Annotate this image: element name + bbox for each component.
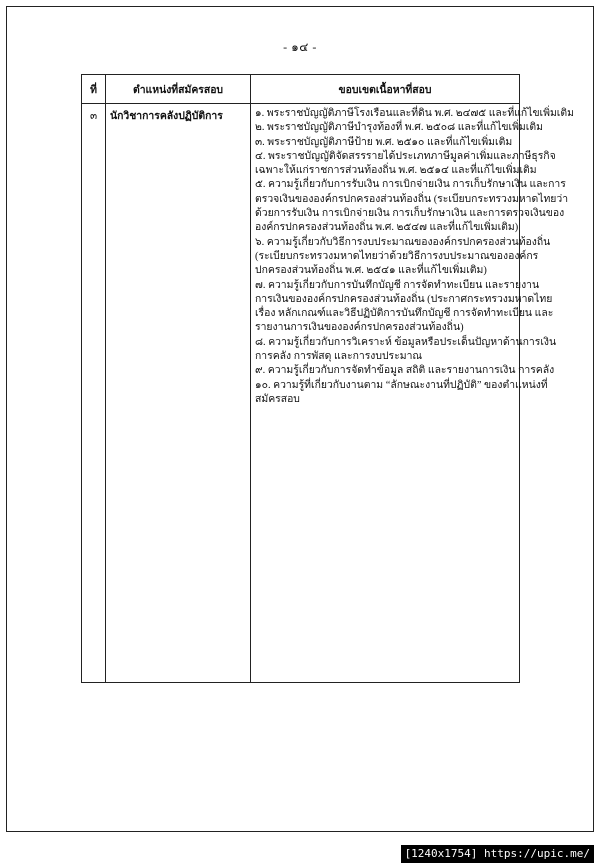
header-position: ตำแหน่งที่สมัครสอบ bbox=[106, 75, 251, 104]
scope-line: ๕. ความรู้เกี่ยวกับการรับเงิน การเบิกจ่ายเงิน การเก็บรักษาเงิน และการ bbox=[255, 179, 566, 191]
scope-line: ๗. ความรู้เกี่ยวกับการบันทึกบัญชี การจัดทำทะเบียน และรายงาน bbox=[255, 279, 540, 291]
scope-cell bbox=[251, 104, 574, 683]
table-row bbox=[82, 104, 520, 683]
scope-line: ๖. ความรู้เกี่ยวกับวิธีการงบประมาณขององค์กรปกครองส่วนท้องถิ่น bbox=[255, 236, 551, 248]
scope-line: ๘. ความรู้เกี่ยวกับการวิเคราะห์ ข้อมูลหรือประเด็นปัญหาด้านการเงิน bbox=[255, 336, 557, 348]
page-number: - ๑๔ - bbox=[283, 40, 317, 54]
exam-scope-table bbox=[81, 74, 574, 683]
scope-line: องค์กรปกครองส่วนท้องถิ่น พ.ศ. ๒๕๔๗ และที่แก้ไขเพิ่มเติม) bbox=[255, 222, 519, 234]
scope-line: ๒. พระราชบัญญัติภาษีบำรุงท้องที่ พ.ศ. ๒๕๐๘ และที่แก้ไขเพิ่มเติม bbox=[255, 122, 543, 134]
scope-line: ๓. พระราชบัญญัติภาษีป้าย พ.ศ. ๒๕๑๐ และที่แก้ไขเพิ่มเติม bbox=[255, 136, 513, 148]
row-number: ๓ bbox=[82, 104, 106, 683]
header-no: ที่ bbox=[82, 75, 106, 104]
header-scope: ขอบเขตเนื้อหาที่สอบ bbox=[251, 75, 520, 104]
scope-line: รายงานการเงินขององค์กรปกครองส่วนท้องถิ่น) bbox=[255, 322, 464, 334]
scope-line: ด้วยการรับเงิน การเบิกจ่ายเงิน การเก็บรักษาเงิน และการตรวจเงินของ bbox=[255, 208, 565, 220]
position-name: นักวิชาการคลังปฏิบัติการ bbox=[106, 104, 251, 683]
scope-line: ๔. พระราชบัญญัติจัดสรรรายได้ประเภทภาษีมูลค่าเพิ่มและภาษีธุรกิจ bbox=[255, 150, 556, 162]
scope-line: เรื่อง หลักเกณฑ์และวิธีปฏิบัติการบันทึกบัญชี การจัดทำทะเบียน และ bbox=[255, 308, 554, 320]
scope-line: ปกครองส่วนท้องถิ่น พ.ศ. ๒๕๔๑ และที่แก้ไขเพิ่มเติม) bbox=[255, 265, 487, 277]
image-host-caption: [1240x1754] https://upic.me/ bbox=[401, 845, 594, 863]
table-header-row bbox=[82, 75, 520, 104]
scope-line: ๑๐. ความรู้ที่เกี่ยวกับงานตาม “ลักษณะงานที่ปฏิบัติ” ของตำแหน่งที่ bbox=[255, 379, 548, 391]
scope-line: สมัครสอบ bbox=[255, 393, 300, 405]
scope-line: ๑. พระราชบัญญัติภาษีโรงเรือนและที่ดิน พ.ศ. ๒๔๗๕ และที่แก้ไขเพิ่มเติม bbox=[255, 108, 574, 119]
scope-line: การเงินขององค์กรปกครองส่วนท้องถิ่น (ประกาศกระทรวงมหาดไทย bbox=[255, 293, 553, 305]
scope-line: ตรวจเงินขององค์กรปกครองส่วนท้องถิ่น (ระเบียบกระทรวงมหาดไทยว่า bbox=[255, 193, 569, 205]
scope-line: การคลัง การพัสดุ และการงบประมาณ bbox=[255, 351, 423, 363]
scope-line: ๙. ความรู้เกี่ยวกับการจัดทำข้อมูล สถิติ และรายงานการเงิน การคลัง bbox=[255, 365, 555, 377]
scope-line: (ระเบียบกระทรวงมหาดไทยว่าด้วยวิธีการงบประมาณขององค์กร bbox=[255, 250, 539, 262]
scope-line: เฉพาะให้แก่ราชการส่วนท้องถิ่น พ.ศ. ๒๕๑๔ และที่แก้ไขเพิ่มเติม bbox=[255, 165, 537, 177]
